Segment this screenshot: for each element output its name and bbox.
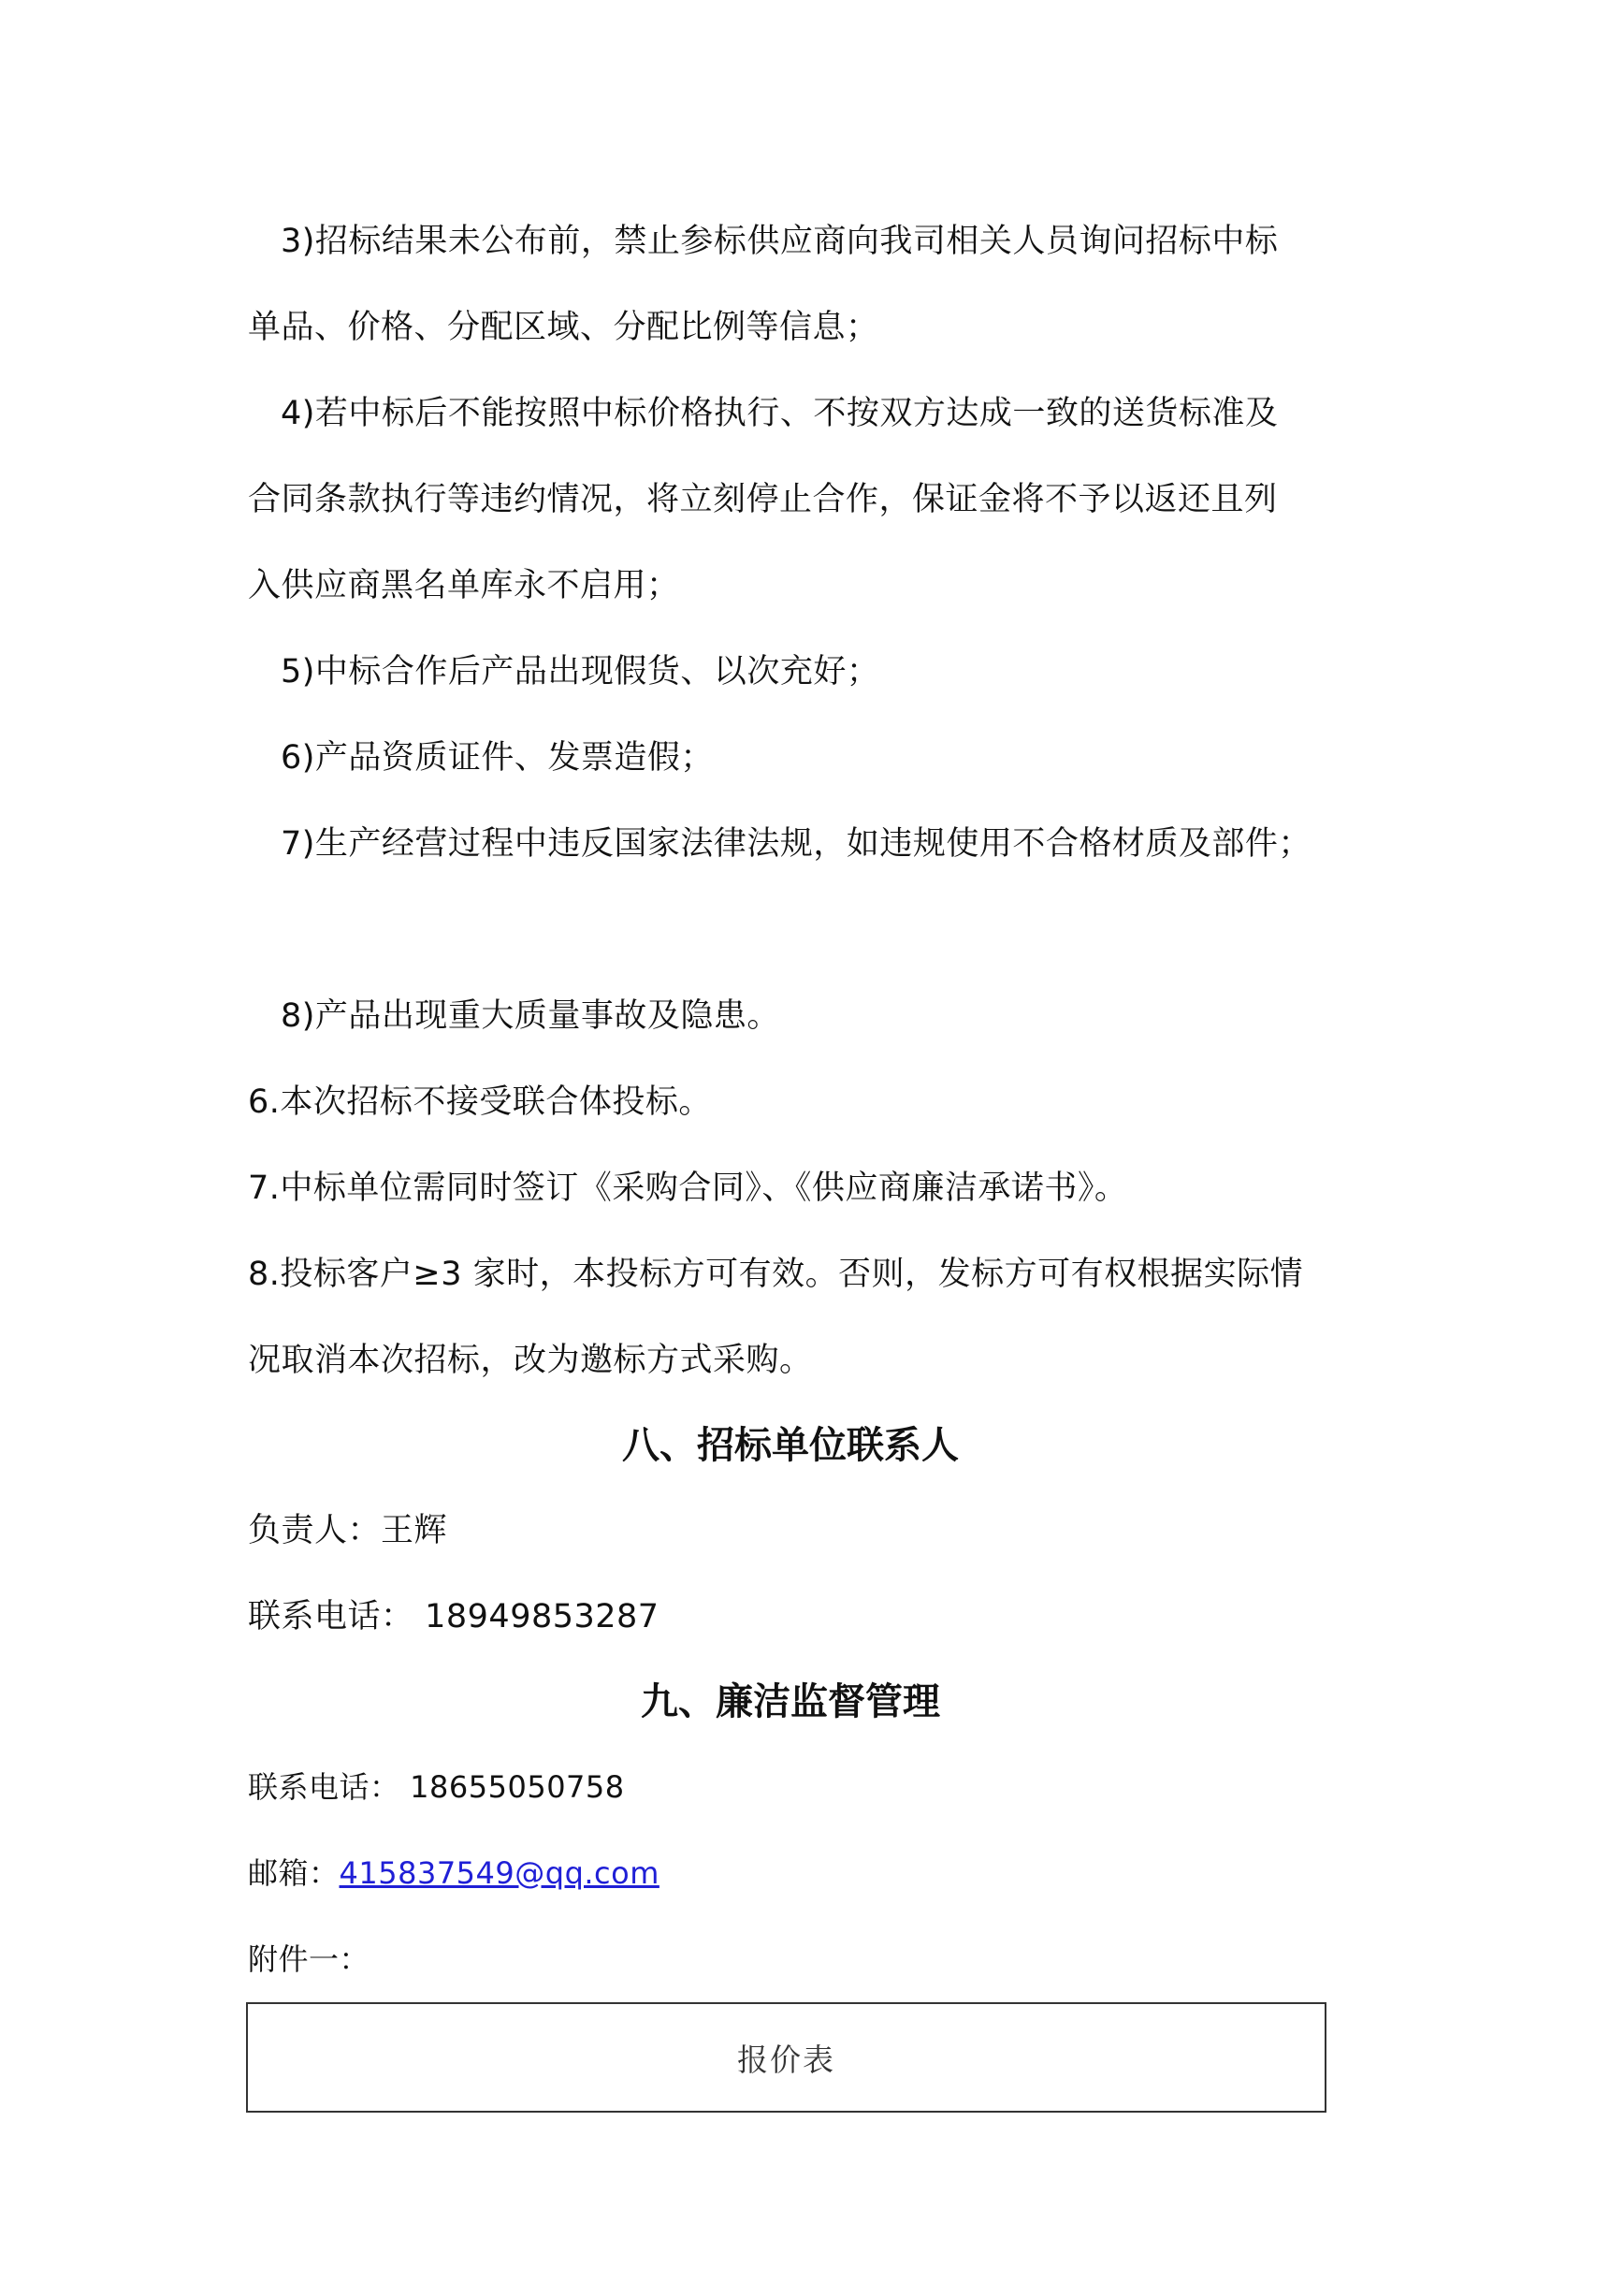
email-row [248, 1853, 659, 1894]
supervision-phone: 联系电话： 18655050758 [248, 1769, 625, 1805]
clause-3-line-1: 3)招标结果未公布前，禁止参标供应商向我司相关人员询问招标中标 [281, 223, 1279, 260]
quote-table-title: 报价表 [737, 2041, 835, 2078]
clause-5: 5)中标合作后产品出现假货、以次充好； [281, 653, 880, 690]
item-6: 6.本次招标不接受联合体投标。 [248, 1083, 712, 1121]
clause-6: 6)产品资质证件、发票造假； [281, 739, 714, 777]
item-8-line-1: 8.投标客户≥3 家时，本投标方可有效。否则，发标方可有权根据实际情 [248, 1256, 1304, 1293]
email-label: 邮箱： [248, 1855, 340, 1891]
contact-person: 负责人：王辉 [248, 1512, 448, 1549]
attachment-label: 附件一： [248, 1941, 370, 1977]
clause-4-line-3: 入供应商黑名单库永不启用； [248, 567, 680, 604]
clause-7: 7)生产经营过程中违反国家法律法规，如违规使用不合格材质及部件； [281, 825, 1311, 863]
section-8-title: 八、招标单位联系人 [622, 1424, 959, 1467]
quote-table-box [246, 2002, 1326, 2113]
section-9-title: 九、廉洁监督管理 [641, 1680, 940, 1723]
item-8-line-2: 况取消本次招标，改为邀标方式采购。 [248, 1342, 813, 1379]
clause-4-line-2: 合同条款执行等违约情况，将立刻停止合作，保证金将不予以返还且列 [248, 481, 1278, 518]
clause-8: 8)产品出现重大质量事故及隐患。 [281, 997, 780, 1035]
contact-phone: 联系电话： 18949853287 [248, 1598, 659, 1635]
clause-3-line-2: 单品、价格、分配区域、分配比例等信息； [248, 309, 879, 346]
item-7: 7.中标单位需同时签订《采购合同》、《供应商廉洁承诺书》。 [248, 1170, 1128, 1207]
clause-4-line-1: 4)若中标后不能按照中标价格执行、不按双方达成一致的送货标准及 [281, 395, 1279, 432]
email-link[interactable]: 415837549@qq.com [339, 1855, 659, 1891]
